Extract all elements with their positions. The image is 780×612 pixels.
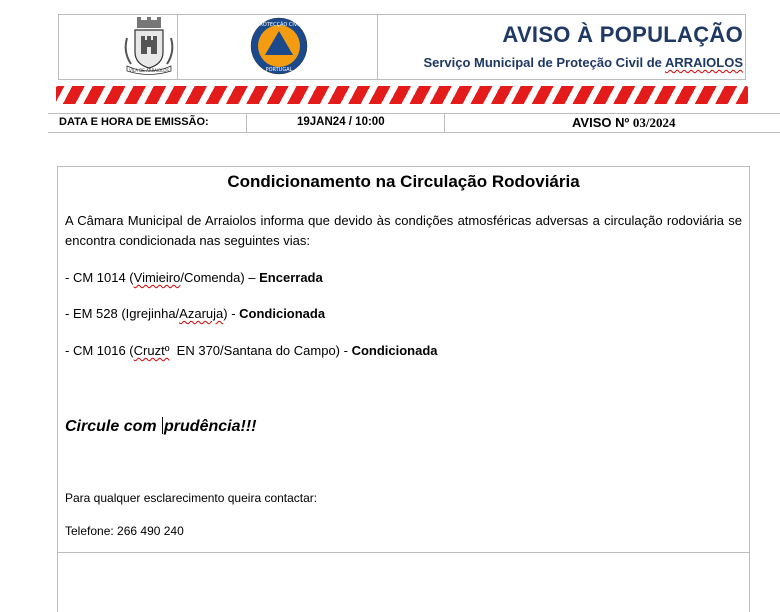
road-place: Azaruja <box>179 306 224 321</box>
page-title: AVISO À POPULAÇÃO <box>502 22 743 47</box>
road-text: - EM 528 (Igrejinha/ <box>65 306 180 321</box>
road-text: /Comenda) – <box>180 270 260 285</box>
header-divider <box>377 15 378 79</box>
road-item <box>65 270 323 285</box>
caution-text: Circule com <box>65 418 162 435</box>
caution-message <box>65 417 256 436</box>
subtitle-prefix: Serviço Municipal de Proteção Civil de <box>423 55 665 70</box>
notice-heading: Condicionamento na Circulação Rodoviária <box>227 172 580 191</box>
emission-datetime: 19JAN24 / 10:00 <box>297 116 385 128</box>
road-text: ) - <box>223 306 240 321</box>
caution-text: prudência!!! <box>164 418 257 435</box>
road-text: - CM 1016 ( <box>65 343 134 358</box>
road-place: Cruztº <box>133 343 170 358</box>
emission-divider <box>444 114 445 132</box>
svg-text:VILA DE ARRAIOLOS: VILA DE ARRAIOLOS <box>128 68 170 73</box>
road-item <box>65 306 325 321</box>
civil-protection-logo <box>250 17 308 75</box>
svg-text:PROTECÇÃO CIVIL: PROTECÇÃO CIVIL <box>256 22 302 28</box>
road-status: Condicionada <box>239 306 326 321</box>
aviso-label: AVISO Nº <box>572 115 633 130</box>
phone-number: Telefone: 266 490 240 <box>65 524 184 538</box>
notice-box-continuation <box>57 552 750 612</box>
road-text: - CM 1014 ( <box>65 270 134 285</box>
road-item <box>65 343 438 358</box>
road-status: Encerrada <box>259 270 323 285</box>
text-cursor <box>162 417 163 434</box>
emission-label: DATA E HORA DE EMISSÃO: <box>59 116 209 128</box>
header-divider <box>177 15 178 79</box>
contact-text: Para qualquer esclarecimento queira contactar: <box>65 491 318 505</box>
aviso-number <box>572 115 675 131</box>
municipal-crest-logo <box>121 16 177 76</box>
subtitle-place: ARRAIOLOS <box>665 55 743 70</box>
notice-intro: A Câmara Municipal de Arraiolos informa que devido às condições atmosféricas adversas a circulação rodoviária se encontra condicionada nas seguintes vias: <box>65 213 742 248</box>
page-subtitle <box>423 55 743 70</box>
aviso-number-value: 03/2024 <box>632 115 676 130</box>
road-text: EN 370/Santana do Campo) - <box>169 343 352 358</box>
road-status: Condicionada <box>351 343 438 358</box>
emission-divider <box>246 114 247 132</box>
svg-text:PORTUGAL: PORTUGAL <box>265 67 293 73</box>
warning-stripe <box>56 86 748 104</box>
road-place: Vimieiro <box>133 270 181 285</box>
